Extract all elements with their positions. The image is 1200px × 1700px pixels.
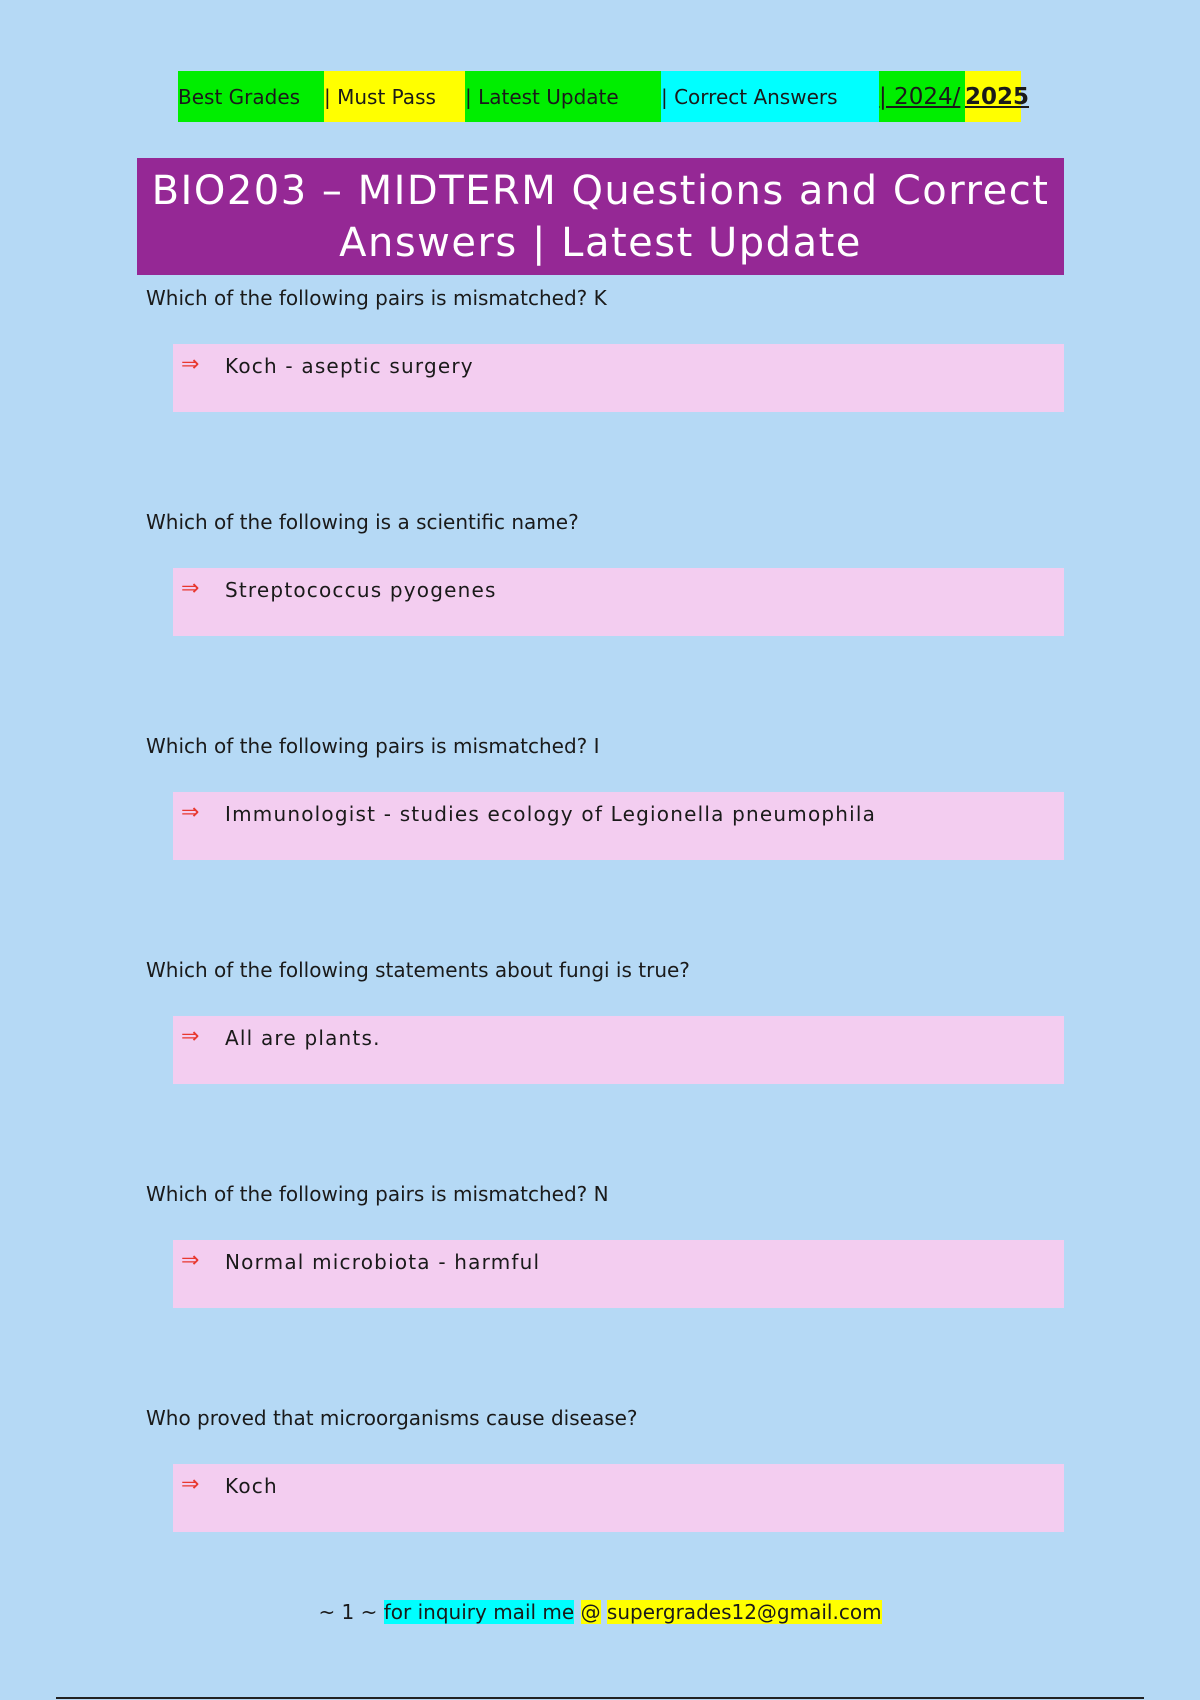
answer-text: Immunologist - studies ecology of Legionella pneumophila [225,802,877,826]
question-text: Who proved that microorganisms cause disease? [146,1406,638,1430]
answer-box [173,792,1064,860]
title-line-1: BIO203 – MIDTERM Questions and Correct [151,167,1050,214]
arrow-right-icon: ⇒ [181,800,200,825]
answer-text: Normal microbiota - harmful [225,1250,541,1274]
answer-text: Streptococcus pyogenes [225,578,497,602]
arrow-right-icon: ⇒ [181,1024,200,1049]
question-text: Which of the following pairs is mismatched? N [146,1182,609,1206]
document-title [137,158,1064,275]
bottom-divider [56,1697,1144,1699]
question-text: Which of the following pairs is mismatched? K [146,286,607,310]
arrow-right-icon: ⇒ [181,1248,200,1273]
question-text: Which of the following is a scientific name? [146,510,579,534]
banner-latest-update: | Latest Update [465,71,661,122]
answer-box [173,568,1064,636]
banner-best-grades: Best Grades [178,71,324,122]
answer-box [173,1464,1064,1532]
answer-text: Koch - aseptic surgery [225,354,474,378]
answer-text: Koch [225,1474,278,1498]
header-banner [178,71,1030,122]
answer-box [173,1016,1064,1084]
page-footer [0,1600,1200,1624]
at-sign: @ [580,1600,601,1624]
arrow-right-icon: ⇒ [181,1472,200,1497]
question-text: Which of the following statements about fungi is true? [146,958,690,982]
contact-email: supergrades12@gmail.com [606,1600,882,1624]
arrow-right-icon: ⇒ [181,576,200,601]
inquiry-text: for inquiry mail me [383,1600,575,1624]
arrow-right-icon: ⇒ [181,352,200,377]
answer-text: All are plants. [225,1026,381,1050]
question-text: Which of the following pairs is mismatched? I [146,734,600,758]
answer-box [173,344,1064,412]
banner-must-pass: | Must Pass [324,71,465,122]
title-line-2: Answers | Latest Update [339,219,862,266]
banner-correct-answers: | Correct Answers [661,71,879,122]
answer-box [173,1240,1064,1308]
banner-year-end: 2025 [965,71,1021,122]
banner-year-start: | 2024/ [879,71,965,122]
page-number: ~ 1 ~ [318,1600,378,1624]
